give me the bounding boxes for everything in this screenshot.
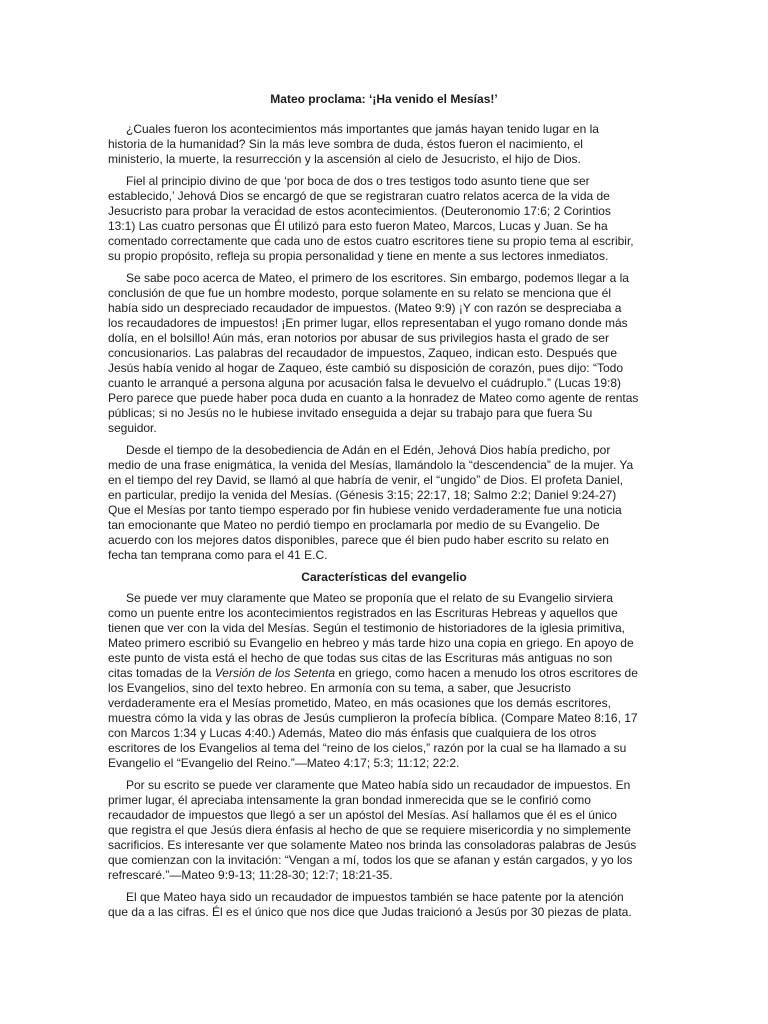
text-line: concusionarios. Las palabras del recaudador de impuestos, Zaqueo, indican esto. Después que	[108, 346, 617, 360]
text-line: que registra el que Jesús diera énfasis al hecho de que se requiere misericordia y no simplemente	[108, 823, 631, 837]
text-line: en el tiempo del rey David, se llamó al que habría de venir, el “ungido” de Dios. El profeta Daniel,	[108, 473, 623, 487]
text-line: sacrificios. Es interesante ver que solamente Mateo nos brinda las consoladoras palabras de Jesús	[108, 838, 637, 852]
text-line: Jesucristo para probar la veracidad de estos acontecimientos. (Deuteronomio 17:6; 2 Corintios	[108, 204, 611, 218]
document-title: Mateo proclama: ‘¡Ha venido el Mesías!’	[270, 92, 498, 106]
paragraph	[108, 122, 660, 167]
text-line: Desde el tiempo de la desobediencia de Adán en el Edén, Jehová Dios había predicho, por	[126, 443, 611, 457]
text-run: citas tomadas de la	[108, 666, 215, 680]
text-line: este punto de vista está el hecho de que todas sus citas de las Escrituras más antiguas no son	[108, 651, 613, 665]
text-line: Fiel al principio divino de que ‘por boca de dos o tres testigos todo asunto tiene que ser	[126, 174, 590, 188]
paragraph	[108, 443, 660, 563]
text-line: ministerio, la muerte, la resurrección y la ascensión al cielo de Jesucristo, el hijo de Dios.	[108, 152, 581, 166]
text-line: dolía, en el bolsillo! Aún más, eran notorios por abusar de sus privilegios hasta el grado de ser	[108, 331, 609, 345]
text-line: recaudador de impuestos que llegó a ser un apóstol del Mesías. Así hallamos que él es el único	[108, 808, 617, 822]
text-line: tienen que ver con la vida del Mesías. Según el testimonio de historiadores de la iglesia primitiva,	[108, 621, 625, 635]
text-line: primer lugar, él apreciaba intensamente la gran bondad inmerecida que se le confirió como	[108, 793, 591, 807]
text-line: acuerdo con los mejores datos disponibles, parece que él bien pudo haber escrito su relato en	[108, 533, 609, 547]
paragraph	[108, 174, 660, 264]
document-body	[108, 92, 660, 927]
text-line: públicas; si no Jesús no le hubiese invitado enseguida a dejar su trabajo para que fuera Su	[108, 406, 593, 420]
text-line: conclusión de que fue un hombre modesto, porque solamente en su relato se menciona que él	[108, 286, 611, 300]
text-line: cuanto le arranqué a persona alguna por acusación falsa le devuelvo el cuádruplo.” (Lucas 19:8)	[108, 376, 621, 390]
paragraph	[108, 890, 660, 920]
text-line: historia de la humanidad? Sin la más leve sombra de duda, éstos fueron el nacimiento, el	[108, 137, 583, 151]
text-line: había sido un despreciado recaudador de impuestos. (Mateo 9:9) ¡Y con razón se despreciaba a	[108, 301, 622, 315]
text-line: Se sabe poco acerca de Mateo, el primero de los escritores. Sin embargo, podemos llegar a la	[126, 271, 629, 285]
text-line: 13:1) Las cuatro personas que Él utilizó para esto fueron Mateo, Marcos, Lucas y Juan. Se ha	[108, 219, 608, 233]
text-line: Que el Mesías por tanto tiempo esperado por fin hubiese venido verdaderamente fue una noticia	[108, 503, 622, 517]
text-line: los Evangelios, sino del texto hebreo. En armonía con su tema, a saber, que Jesucristo	[108, 681, 571, 695]
text-line: su propio propósito, refleja su propia personalidad y tiene en mente a sus lectores inmediatos.	[108, 249, 609, 263]
section-heading: Características del evangelio	[301, 570, 467, 584]
text-line: tan emocionante que Mateo no perdió tiempo en proclamarla por medio de su Evangelio. De	[108, 518, 600, 532]
text-line: que da a las cifras. Él es el único que nos dice que Judas traicionó a Jesús por 30 piezas de plata.	[108, 905, 632, 919]
text-line: escritores de los Evangelios al tema del “reino de los cielos,” razón por la cual se ha llamado a su	[108, 741, 627, 755]
text-line: refrescaré.”—Mateo 9:9-13; 11:28-30; 12:7; 18:21-35.	[108, 868, 393, 882]
text-line: Evangelio el “Evangelio del Reino.”—Mateo 4:17; 5:3; 11:12; 22:2.	[108, 756, 460, 770]
text-line: Jesús había venido al hogar de Zaqueo, éste cambió su disposición de corazón, pues dijo: “Todo	[108, 361, 623, 375]
text-line: como un puente entre los acontecimientos registrados en las Escrituras Hebreas y aquellos que	[108, 606, 618, 620]
text-line: Se puede ver muy claramente que Mateo se proponía que el relato de su Evangelio sirviera	[126, 591, 613, 605]
text-line: ¿Cuales fueron los acontecimientos más importantes que jamás hayan tenido lugar en la	[126, 122, 599, 136]
text-run: en griego, como hacen a menudo los otros escritores de	[335, 666, 638, 680]
text-line: fecha tan temprana como para el 41 E.C.	[108, 548, 328, 562]
text-line: verdaderamente era el Mesías prometido, Mateo, en más ocasiones que los demás escritores,	[108, 696, 611, 710]
text-line: Pero parece que puede haber poca duda en cuanto a la honradez de Mateo como agente de rentas	[108, 391, 639, 405]
text-line	[108, 666, 660, 681]
text-line: Mateo primero escribió su Evangelio en hebreo y más tarde hizo una copia en griego. En apoyo de	[108, 636, 634, 650]
text-line: muestra cómo la vida y las obras de Jesús cumplieron la profecía bíblica. (Compare Mateo 8:16, 17	[108, 711, 638, 725]
text-line: establecido,’ Jehová Dios se encargó de que se registraran cuatro relatos acerca de la vida de	[108, 189, 610, 203]
paragraph	[108, 778, 660, 883]
paragraph	[108, 591, 660, 771]
text-line: El que Mateo haya sido un recaudador de impuestos también se hace patente por la atención	[126, 890, 624, 904]
paragraph	[108, 271, 660, 436]
text-line: Por su escrito se puede ver claramente que Mateo había sido un recaudador de impuestos. En	[126, 778, 631, 792]
text-line: con Marcos 1:34 y Lucas 4:40.) Además, Mateo dio más énfasis que cualquiera de los otros	[108, 726, 597, 740]
text-line: en particular, predijo la venida del Mesías. (Génesis 3:15; 22:17, 18; Salmo 2:2; Daniel 9:24-27)	[108, 488, 617, 502]
text-line: que comienzan con la invitación: “Vengan a mí, todos los que se afanan y están cargados, y yo los	[108, 853, 633, 867]
italic-book-title: Versión de los Setenta	[214, 666, 336, 680]
text-line: los recaudadores de impuestos! ¡En primer lugar, ellos representaban el yugo romano donde más	[108, 316, 628, 330]
text-line: comentado correctamente que cada uno de estos cuatro escritores tiene su propio tema al escribir,	[108, 234, 634, 248]
text-line: seguidor.	[108, 421, 157, 435]
text-line: medio de una frase enigmática, la venida del Mesías, llamándolo la “descendencia” de la mujer. Ya	[108, 458, 634, 472]
